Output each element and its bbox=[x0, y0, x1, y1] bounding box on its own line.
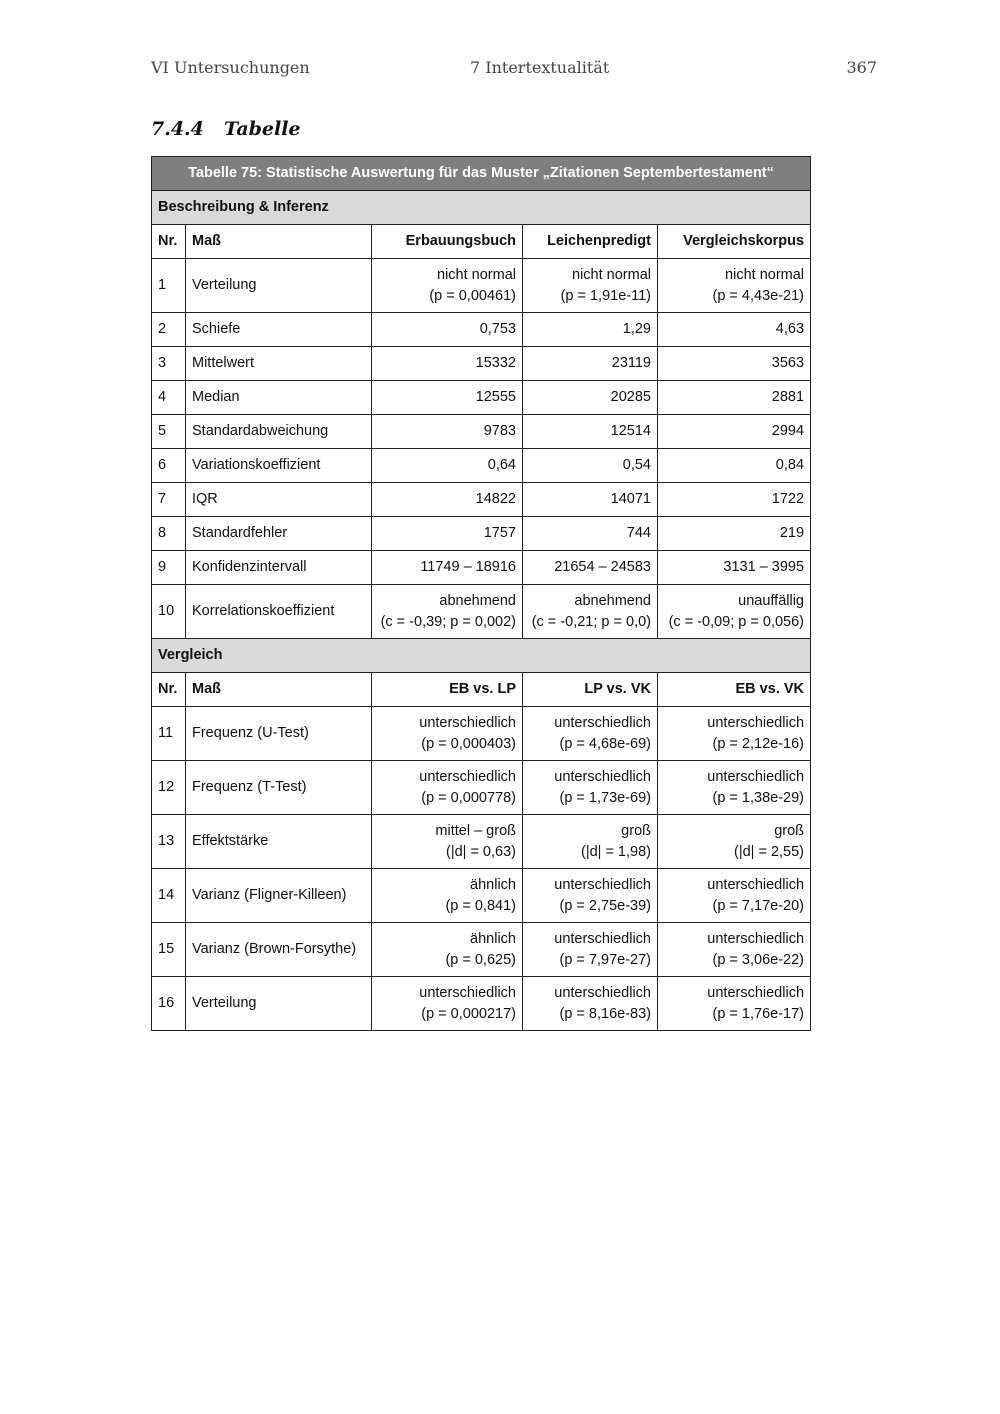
cell-line: unterschiedlich bbox=[707, 930, 805, 947]
cell-line: (|d| = 1,98) bbox=[580, 843, 651, 860]
cell-value-1 bbox=[372, 869, 523, 923]
cell-line: nicht normal bbox=[725, 266, 805, 283]
section-header-comparison: Vergleich bbox=[152, 639, 811, 673]
table-row bbox=[152, 761, 811, 815]
table-caption: Tabelle 75: Statistische Auswertung für das Muster „Zitationen Septembertestament“ bbox=[152, 157, 811, 191]
table-row bbox=[152, 585, 811, 639]
cell-value-2 bbox=[523, 449, 658, 483]
cell-nr: 14 bbox=[152, 869, 186, 923]
cell-value-1 bbox=[372, 585, 523, 639]
column-header-leichenpredigt: Leichenpredigt bbox=[523, 225, 658, 259]
cell-line: 1757 bbox=[483, 525, 516, 541]
cell-line: 20285 bbox=[610, 389, 651, 405]
cell-line: 15332 bbox=[475, 355, 516, 371]
cell-value-3 bbox=[658, 815, 811, 869]
cell-mass: Frequenz (U-Test) bbox=[186, 707, 372, 761]
cell-line: unterschiedlich bbox=[419, 984, 516, 1001]
table-row bbox=[152, 977, 811, 1031]
cell-line: 1722 bbox=[771, 491, 805, 507]
cell-line: (p = 0,841) bbox=[445, 897, 516, 914]
header-section: 7 Intertextualität bbox=[470, 58, 610, 77]
cell-line: (c = -0,09; p = 0,056) bbox=[668, 613, 805, 630]
column-header-nr: Nr. bbox=[152, 673, 186, 707]
table-row bbox=[152, 313, 811, 347]
cell-line: (p = 0,000778) bbox=[421, 789, 516, 806]
cell-value-1 bbox=[372, 347, 523, 381]
cell-line: (p = 1,38e-29) bbox=[712, 789, 805, 806]
cell-line: 0,753 bbox=[479, 321, 516, 337]
cell-nr: 6 bbox=[152, 449, 186, 483]
cell-nr: 13 bbox=[152, 815, 186, 869]
cell-line: unterschiedlich bbox=[707, 876, 805, 893]
cell-value-3 bbox=[658, 707, 811, 761]
cell-value-1 bbox=[372, 259, 523, 313]
cell-value-3 bbox=[658, 313, 811, 347]
cell-line: (p = 7,97e-27) bbox=[559, 951, 651, 968]
cell-value-3 bbox=[658, 517, 811, 551]
cell-value-3 bbox=[658, 259, 811, 313]
running-head bbox=[151, 58, 877, 82]
cell-line: (p = 3,06e-22) bbox=[712, 951, 805, 968]
cell-mass: Frequenz (T-Test) bbox=[186, 761, 372, 815]
cell-value-2 bbox=[523, 761, 658, 815]
cell-value-1 bbox=[372, 313, 523, 347]
cell-line: nicht normal bbox=[572, 266, 651, 283]
cell-line: unterschiedlich bbox=[707, 768, 805, 785]
table-row bbox=[152, 517, 811, 551]
cell-line: ähnlich bbox=[470, 876, 516, 893]
cell-line: groß bbox=[774, 822, 805, 839]
cell-line: (p = 8,16e-83) bbox=[559, 1005, 651, 1022]
table-row bbox=[152, 923, 811, 977]
cell-mass: IQR bbox=[186, 483, 372, 517]
page-number: 367 bbox=[846, 58, 877, 77]
cell-line: 3131 – 3995 bbox=[723, 559, 805, 575]
cell-value-3 bbox=[658, 585, 811, 639]
cell-line: (p = 7,17e-20) bbox=[712, 897, 805, 914]
cell-line: 0,54 bbox=[622, 457, 651, 473]
cell-nr: 3 bbox=[152, 347, 186, 381]
cell-line: 21654 – 24583 bbox=[554, 559, 651, 575]
cell-mass: Mittelwert bbox=[186, 347, 372, 381]
cell-line: groß bbox=[621, 822, 651, 839]
table-row bbox=[152, 815, 811, 869]
cell-nr: 7 bbox=[152, 483, 186, 517]
cell-mass: Verteilung bbox=[186, 259, 372, 313]
cell-value-3 bbox=[658, 449, 811, 483]
column-header-nr: Nr. bbox=[152, 225, 186, 259]
cell-value-2 bbox=[523, 517, 658, 551]
cell-value-1 bbox=[372, 551, 523, 585]
cell-nr: 12 bbox=[152, 761, 186, 815]
cell-line: 0,84 bbox=[775, 457, 805, 473]
cell-line: (p = 1,76e-17) bbox=[712, 1005, 805, 1022]
cell-line: unauffällig bbox=[738, 592, 805, 609]
cell-line: (p = 2,75e-39) bbox=[559, 897, 651, 914]
cell-line: (p = 1,91e-11) bbox=[560, 287, 651, 304]
cell-value-1 bbox=[372, 815, 523, 869]
cell-value-1 bbox=[372, 977, 523, 1031]
cell-line: unterschiedlich bbox=[554, 768, 651, 785]
cell-line: 14071 bbox=[610, 491, 651, 507]
cell-line: mittel – groß bbox=[435, 822, 516, 839]
cell-line: 3563 bbox=[771, 355, 805, 371]
cell-value-3 bbox=[658, 761, 811, 815]
cell-line: (|d| = 0,63) bbox=[445, 843, 516, 860]
column-header-row bbox=[152, 225, 811, 259]
table-row bbox=[152, 381, 811, 415]
cell-value-2 bbox=[523, 815, 658, 869]
cell-value-1 bbox=[372, 517, 523, 551]
cell-line: 23119 bbox=[611, 355, 651, 371]
table-row bbox=[152, 707, 811, 761]
cell-line: (p = 4,43e-21) bbox=[712, 287, 805, 304]
section-title: Tabelle bbox=[224, 118, 301, 140]
cell-line: 744 bbox=[626, 525, 651, 541]
cell-line: (p = 0,000217) bbox=[421, 1005, 516, 1022]
cell-mass: Varianz (Brown-Forsythe) bbox=[186, 923, 372, 977]
cell-mass: Verteilung bbox=[186, 977, 372, 1031]
cell-value-1 bbox=[372, 707, 523, 761]
cell-nr: 2 bbox=[152, 313, 186, 347]
cell-line: abnehmend bbox=[574, 592, 651, 609]
cell-line: 219 bbox=[779, 525, 805, 541]
cell-line: 1,29 bbox=[622, 321, 651, 337]
cell-value-1 bbox=[372, 415, 523, 449]
table-row bbox=[152, 415, 811, 449]
cell-mass: Standardabweichung bbox=[186, 415, 372, 449]
cell-value-2 bbox=[523, 551, 658, 585]
cell-nr: 15 bbox=[152, 923, 186, 977]
cell-value-2 bbox=[523, 415, 658, 449]
cell-line: 2994 bbox=[771, 423, 805, 439]
cell-line: unterschiedlich bbox=[419, 714, 516, 731]
cell-line: 9783 bbox=[483, 423, 516, 439]
cell-line: (c = -0,21; p = 0,0) bbox=[531, 613, 651, 630]
cell-line: unterschiedlich bbox=[554, 714, 651, 731]
cell-value-2 bbox=[523, 483, 658, 517]
cell-value-2 bbox=[523, 259, 658, 313]
cell-line: ähnlich bbox=[470, 930, 516, 947]
cell-value-3 bbox=[658, 869, 811, 923]
table-row bbox=[152, 347, 811, 381]
cell-mass: Effektstärke bbox=[186, 815, 372, 869]
cell-value-3 bbox=[658, 483, 811, 517]
statistics-table bbox=[151, 156, 811, 1031]
cell-value-1 bbox=[372, 923, 523, 977]
column-header-eb-vs-lp: EB vs. LP bbox=[372, 673, 523, 707]
cell-line: unterschiedlich bbox=[554, 984, 651, 1001]
table-row bbox=[152, 869, 811, 923]
cell-value-1 bbox=[372, 449, 523, 483]
cell-line: (c = -0,39; p = 0,002) bbox=[380, 613, 516, 630]
cell-nr: 16 bbox=[152, 977, 186, 1031]
cell-line: abnehmend bbox=[439, 592, 516, 609]
cell-value-3 bbox=[658, 347, 811, 381]
cell-line: unterschiedlich bbox=[554, 930, 651, 947]
cell-line: (p = 0,625) bbox=[445, 951, 516, 968]
cell-line: unterschiedlich bbox=[554, 876, 651, 893]
cell-mass: Median bbox=[186, 381, 372, 415]
column-header-mass: Maß bbox=[186, 225, 372, 259]
cell-line: (p = 0,00461) bbox=[429, 287, 516, 304]
cell-line: (p = 2,12e-16) bbox=[712, 735, 805, 752]
cell-value-2 bbox=[523, 923, 658, 977]
section-number: 7.4.4 bbox=[151, 118, 204, 140]
column-header-mass: Maß bbox=[186, 673, 372, 707]
table-row bbox=[152, 259, 811, 313]
cell-value-2 bbox=[523, 585, 658, 639]
cell-line: unterschiedlich bbox=[707, 714, 805, 731]
cell-line: 4,63 bbox=[775, 321, 805, 337]
cell-value-2 bbox=[523, 707, 658, 761]
column-header-vergleichskorpus: Vergleichskorpus bbox=[658, 225, 811, 259]
cell-mass: Varianz (Fligner-Killeen) bbox=[186, 869, 372, 923]
cell-line: 14822 bbox=[475, 491, 516, 507]
cell-line: 12514 bbox=[610, 423, 651, 439]
cell-nr: 1 bbox=[152, 259, 186, 313]
cell-value-3 bbox=[658, 415, 811, 449]
cell-nr: 5 bbox=[152, 415, 186, 449]
cell-nr: 10 bbox=[152, 585, 186, 639]
column-header-lp-vs-vk: LP vs. VK bbox=[523, 673, 658, 707]
column-header-row-comparison bbox=[152, 673, 811, 707]
table-row bbox=[152, 551, 811, 585]
table-row bbox=[152, 483, 811, 517]
cell-value-2 bbox=[523, 869, 658, 923]
cell-line: unterschiedlich bbox=[707, 984, 805, 1001]
cell-value-1 bbox=[372, 483, 523, 517]
cell-nr: 9 bbox=[152, 551, 186, 585]
cell-line: 0,64 bbox=[487, 457, 516, 473]
cell-mass: Variationskoeffizient bbox=[186, 449, 372, 483]
cell-line: (p = 0,000403) bbox=[421, 735, 516, 752]
column-header-eb-vs-vk: EB vs. VK bbox=[658, 673, 811, 707]
cell-mass: Schiefe bbox=[186, 313, 372, 347]
cell-line: nicht normal bbox=[437, 266, 516, 283]
section-heading bbox=[151, 118, 301, 140]
header-chapter: VI Untersuchungen bbox=[151, 58, 310, 77]
cell-nr: 4 bbox=[152, 381, 186, 415]
cell-mass: Standardfehler bbox=[186, 517, 372, 551]
cell-mass: Korrelationskoeffizient bbox=[186, 585, 372, 639]
cell-line: (p = 1,73e-69) bbox=[559, 789, 651, 806]
cell-line: 2881 bbox=[771, 389, 805, 405]
cell-value-2 bbox=[523, 977, 658, 1031]
cell-nr: 11 bbox=[152, 707, 186, 761]
cell-line: (p = 4,68e-69) bbox=[559, 735, 651, 752]
column-header-erbauungsbuch: Erbauungsbuch bbox=[372, 225, 523, 259]
cell-value-1 bbox=[372, 761, 523, 815]
cell-value-3 bbox=[658, 977, 811, 1031]
cell-line: 12555 bbox=[475, 389, 516, 405]
table-row bbox=[152, 449, 811, 483]
cell-value-3 bbox=[658, 381, 811, 415]
cell-line: unterschiedlich bbox=[419, 768, 516, 785]
cell-line: (|d| = 2,55) bbox=[734, 843, 805, 860]
cell-value-1 bbox=[372, 381, 523, 415]
section-header-description: Beschreibung & Inferenz bbox=[152, 191, 811, 225]
cell-value-3 bbox=[658, 923, 811, 977]
cell-value-2 bbox=[523, 381, 658, 415]
cell-value-2 bbox=[523, 347, 658, 381]
cell-mass: Konfidenzintervall bbox=[186, 551, 372, 585]
cell-value-2 bbox=[523, 313, 658, 347]
cell-value-3 bbox=[658, 551, 811, 585]
cell-line: 11749 – 18916 bbox=[420, 559, 516, 575]
cell-nr: 8 bbox=[152, 517, 186, 551]
